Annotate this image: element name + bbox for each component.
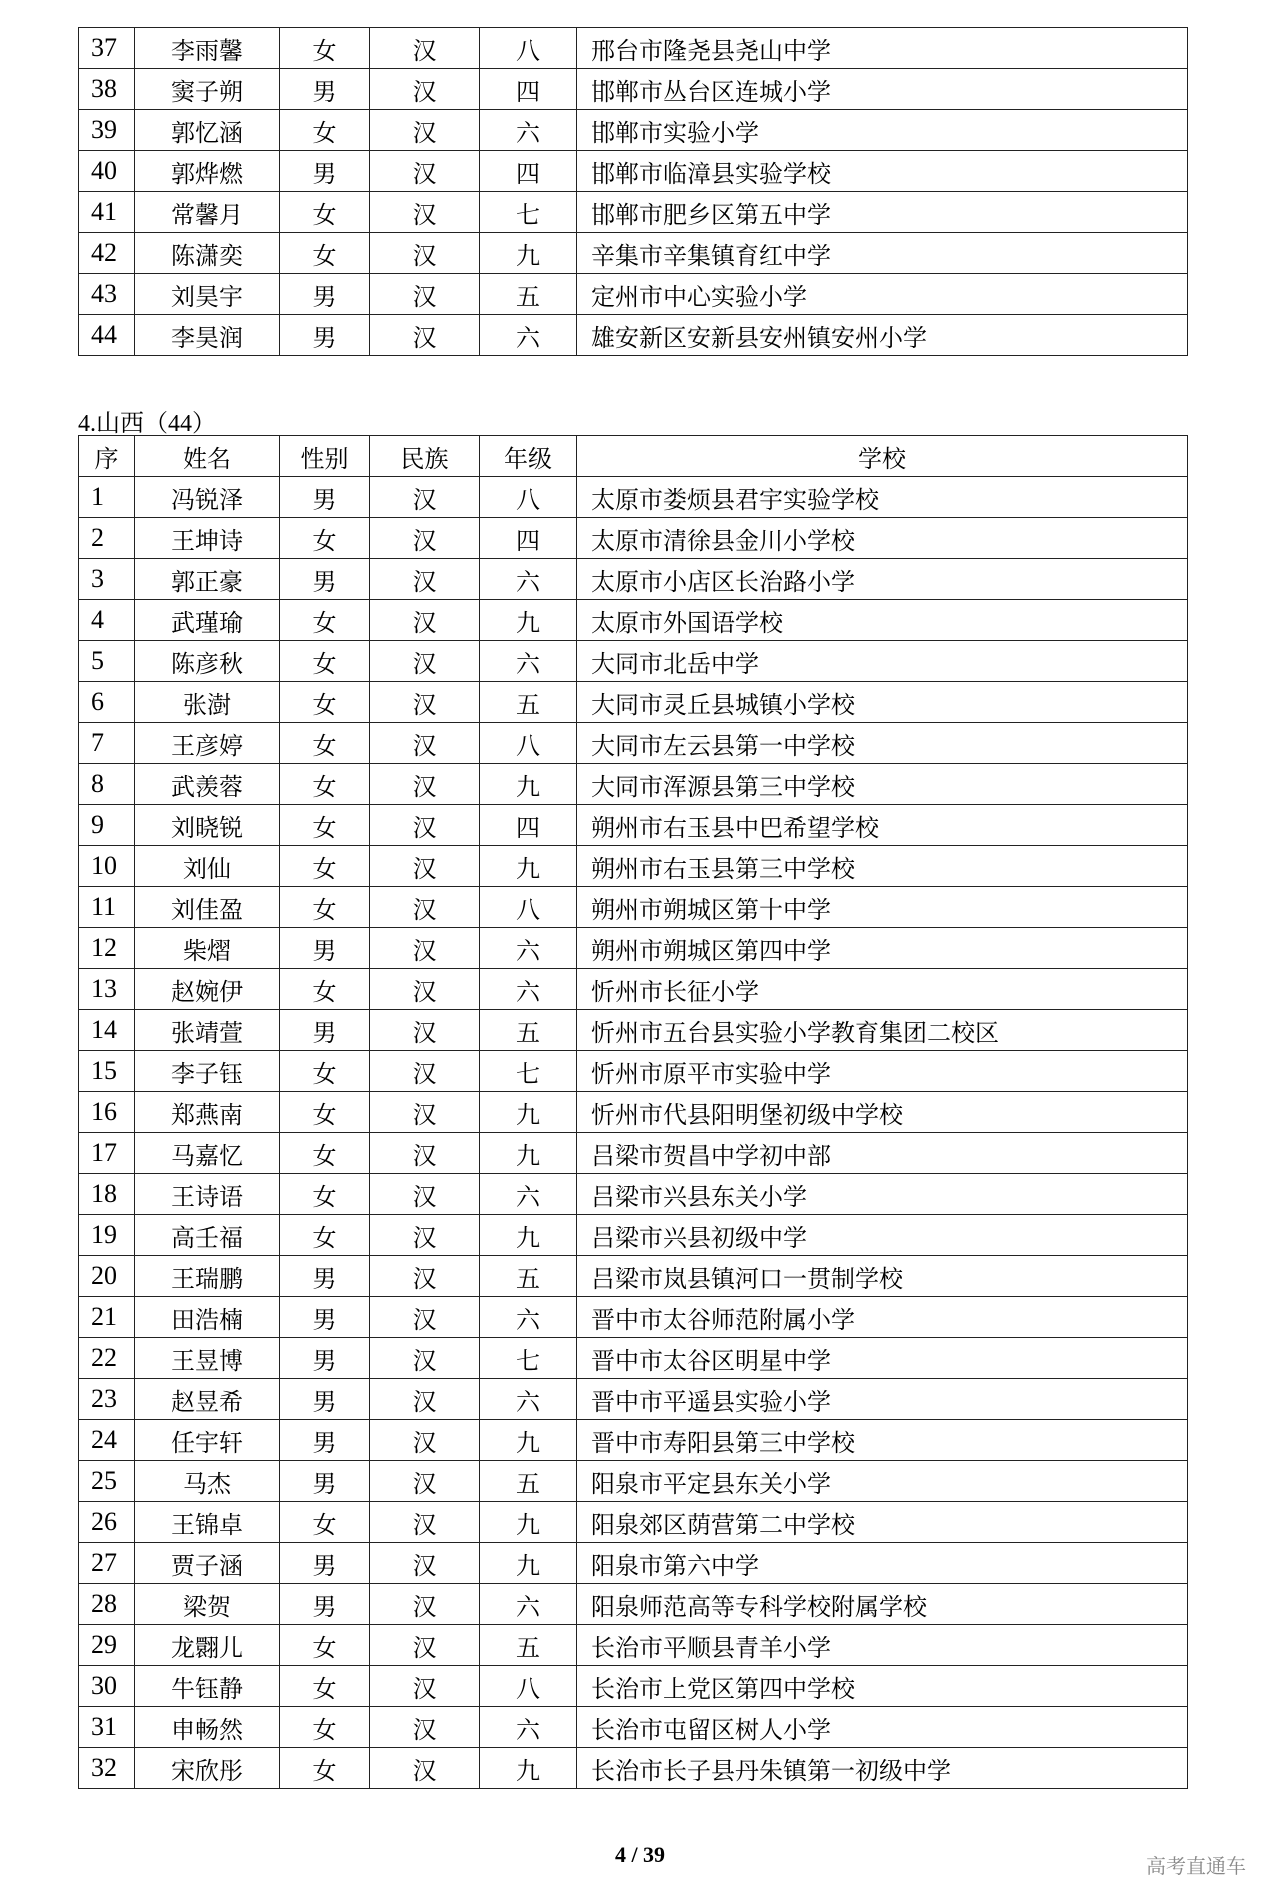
cell-grade: 六: [480, 969, 577, 1010]
cell-school: 长治市平顺县青羊小学: [577, 1625, 1188, 1666]
cell-grade: 六: [480, 559, 577, 600]
cell-ethnicity: 汉: [370, 928, 480, 969]
cell-index: 4: [79, 600, 135, 641]
header-ethnicity: 民族: [370, 436, 480, 477]
cell-ethnicity: 汉: [370, 764, 480, 805]
cell-name: 王昱博: [135, 1338, 280, 1379]
cell-ethnicity: 汉: [370, 1133, 480, 1174]
table-row: [79, 1174, 1188, 1215]
cell-school: 大同市左云县第一中学校: [577, 723, 1188, 764]
cell-grade: 六: [480, 1174, 577, 1215]
cell-index: 19: [79, 1215, 135, 1256]
cell-ethnicity: 汉: [370, 1461, 480, 1502]
table-row: [79, 274, 1188, 315]
cell-name: 赵婉伊: [135, 969, 280, 1010]
cell-grade: 六: [480, 1379, 577, 1420]
cell-name: 冯锐泽: [135, 477, 280, 518]
cell-index: 10: [79, 846, 135, 887]
cell-ethnicity: 汉: [370, 600, 480, 641]
cell-ethnicity: 汉: [370, 1010, 480, 1051]
cell-school: 吕梁市兴县东关小学: [577, 1174, 1188, 1215]
cell-gender: 男: [280, 1461, 370, 1502]
cell-gender: 男: [280, 928, 370, 969]
cell-ethnicity: 汉: [370, 69, 480, 110]
cell-gender: 男: [280, 151, 370, 192]
table-row: [79, 600, 1188, 641]
cell-name: 郑燕南: [135, 1092, 280, 1133]
header-school: 学校: [577, 436, 1188, 477]
cell-grade: 四: [480, 805, 577, 846]
cell-ethnicity: 汉: [370, 1174, 480, 1215]
cell-grade: 九: [480, 1748, 577, 1789]
cell-school: 晋中市太谷区明星中学: [577, 1338, 1188, 1379]
cell-ethnicity: 汉: [370, 1543, 480, 1584]
cell-gender: 女: [280, 1666, 370, 1707]
header-index: 序: [79, 436, 135, 477]
table-row: [79, 1215, 1188, 1256]
cell-index: 3: [79, 559, 135, 600]
cell-grade: 八: [480, 28, 577, 69]
table-row: [79, 69, 1188, 110]
table-row: [79, 315, 1188, 356]
cell-school: 太原市娄烦县君宇实验学校: [577, 477, 1188, 518]
cell-index: 43: [79, 274, 135, 315]
cell-name: 赵昱希: [135, 1379, 280, 1420]
cell-school: 吕梁市贺昌中学初中部: [577, 1133, 1188, 1174]
cell-index: 18: [79, 1174, 135, 1215]
table-row: [79, 1338, 1188, 1379]
cell-grade: 九: [480, 1543, 577, 1584]
cell-grade: 六: [480, 1297, 577, 1338]
cell-grade: 九: [480, 1133, 577, 1174]
cell-gender: 女: [280, 846, 370, 887]
cell-grade: 七: [480, 192, 577, 233]
cell-index: 8: [79, 764, 135, 805]
table-row: [79, 805, 1188, 846]
table-row: [79, 641, 1188, 682]
cell-gender: 女: [280, 28, 370, 69]
cell-grade: 九: [480, 764, 577, 805]
table-row: [79, 192, 1188, 233]
cell-gender: 女: [280, 1133, 370, 1174]
cell-grade: 九: [480, 1215, 577, 1256]
cell-grade: 五: [480, 1461, 577, 1502]
cell-gender: 男: [280, 1297, 370, 1338]
cell-index: 26: [79, 1502, 135, 1543]
cell-index: 1: [79, 477, 135, 518]
cell-ethnicity: 汉: [370, 641, 480, 682]
cell-name: 窦子朔: [135, 69, 280, 110]
table-row: [79, 1297, 1188, 1338]
cell-name: 郭忆涵: [135, 110, 280, 151]
student-table-continued: [78, 27, 1188, 356]
table-row: [79, 1092, 1188, 1133]
cell-gender: 女: [280, 1625, 370, 1666]
table-row: [79, 28, 1188, 69]
cell-name: 张澍: [135, 682, 280, 723]
cell-ethnicity: 汉: [370, 1297, 480, 1338]
cell-gender: 女: [280, 1502, 370, 1543]
cell-ethnicity: 汉: [370, 1502, 480, 1543]
cell-gender: 女: [280, 887, 370, 928]
cell-grade: 六: [480, 1707, 577, 1748]
cell-gender: 女: [280, 723, 370, 764]
cell-ethnicity: 汉: [370, 1666, 480, 1707]
cell-index: 9: [79, 805, 135, 846]
cell-index: 14: [79, 1010, 135, 1051]
cell-ethnicity: 汉: [370, 887, 480, 928]
cell-ethnicity: 汉: [370, 274, 480, 315]
cell-school: 朔州市右玉县中巴希望学校: [577, 805, 1188, 846]
table-row: [79, 1461, 1188, 1502]
cell-ethnicity: 汉: [370, 518, 480, 559]
cell-school: 忻州市五台县实验小学教育集团二校区: [577, 1010, 1188, 1051]
cell-index: 39: [79, 110, 135, 151]
cell-index: 30: [79, 1666, 135, 1707]
cell-index: 28: [79, 1584, 135, 1625]
cell-index: 20: [79, 1256, 135, 1297]
cell-index: 42: [79, 233, 135, 274]
cell-index: 40: [79, 151, 135, 192]
cell-name: 田浩楠: [135, 1297, 280, 1338]
cell-grade: 九: [480, 1420, 577, 1461]
cell-ethnicity: 汉: [370, 846, 480, 887]
cell-school: 晋中市寿阳县第三中学校: [577, 1420, 1188, 1461]
table-row: [79, 1010, 1188, 1051]
cell-name: 郭烨燃: [135, 151, 280, 192]
table-row: [79, 846, 1188, 887]
cell-name: 张靖萱: [135, 1010, 280, 1051]
cell-gender: 男: [280, 559, 370, 600]
cell-index: 37: [79, 28, 135, 69]
cell-gender: 男: [280, 477, 370, 518]
cell-index: 7: [79, 723, 135, 764]
cell-gender: 女: [280, 233, 370, 274]
cell-name: 申畅然: [135, 1707, 280, 1748]
cell-gender: 女: [280, 600, 370, 641]
cell-index: 29: [79, 1625, 135, 1666]
cell-gender: 男: [280, 1379, 370, 1420]
cell-ethnicity: 汉: [370, 233, 480, 274]
cell-ethnicity: 汉: [370, 1092, 480, 1133]
section-title: 4.山西（44）: [78, 411, 216, 437]
header-grade: 年级: [480, 436, 577, 477]
table-row: [79, 1379, 1188, 1420]
cell-ethnicity: 汉: [370, 682, 480, 723]
cell-grade: 九: [480, 1502, 577, 1543]
header-gender: 性别: [280, 436, 370, 477]
cell-grade: 八: [480, 887, 577, 928]
cell-school: 邯郸市肥乡区第五中学: [577, 192, 1188, 233]
cell-gender: 男: [280, 1338, 370, 1379]
cell-school: 忻州市代县阳明堡初级中学校: [577, 1092, 1188, 1133]
cell-gender: 男: [280, 1010, 370, 1051]
cell-ethnicity: 汉: [370, 805, 480, 846]
table-row: [79, 477, 1188, 518]
table-row: [79, 1420, 1188, 1461]
cell-school: 阳泉郊区荫营第二中学校: [577, 1502, 1188, 1543]
cell-grade: 七: [480, 1051, 577, 1092]
cell-index: 15: [79, 1051, 135, 1092]
cell-gender: 女: [280, 764, 370, 805]
cell-gender: 女: [280, 110, 370, 151]
table-row: [79, 1133, 1188, 1174]
cell-gender: 男: [280, 315, 370, 356]
cell-name: 梁贺: [135, 1584, 280, 1625]
cell-ethnicity: 汉: [370, 192, 480, 233]
cell-name: 刘晓锐: [135, 805, 280, 846]
cell-grade: 六: [480, 110, 577, 151]
cell-gender: 女: [280, 805, 370, 846]
cell-gender: 女: [280, 641, 370, 682]
table-row: [79, 518, 1188, 559]
cell-grade: 五: [480, 1256, 577, 1297]
table-row: [79, 1543, 1188, 1584]
cell-grade: 七: [480, 1338, 577, 1379]
table-header-row: [79, 436, 1188, 477]
cell-gender: 女: [280, 1092, 370, 1133]
cell-name: 任宇轩: [135, 1420, 280, 1461]
cell-grade: 五: [480, 1010, 577, 1051]
student-table-shanxi: [78, 435, 1188, 1789]
table-row: [79, 764, 1188, 805]
cell-grade: 八: [480, 1666, 577, 1707]
cell-name: 贾子涵: [135, 1543, 280, 1584]
table-row: [79, 682, 1188, 723]
cell-grade: 四: [480, 69, 577, 110]
cell-index: 16: [79, 1092, 135, 1133]
cell-ethnicity: 汉: [370, 1338, 480, 1379]
cell-ethnicity: 汉: [370, 559, 480, 600]
cell-gender: 男: [280, 1584, 370, 1625]
cell-grade: 八: [480, 723, 577, 764]
cell-gender: 女: [280, 192, 370, 233]
page-number: 4 / 39: [614, 1842, 666, 1867]
cell-name: 陈潇奕: [135, 233, 280, 274]
cell-index: 24: [79, 1420, 135, 1461]
cell-school: 大同市灵丘县城镇小学校: [577, 682, 1188, 723]
cell-ethnicity: 汉: [370, 477, 480, 518]
cell-ethnicity: 汉: [370, 1707, 480, 1748]
cell-name: 李昊润: [135, 315, 280, 356]
cell-index: 11: [79, 887, 135, 928]
cell-gender: 男: [280, 1420, 370, 1461]
cell-gender: 男: [280, 274, 370, 315]
cell-school: 邯郸市丛台区连城小学: [577, 69, 1188, 110]
cell-school: 晋中市太谷师范附属小学: [577, 1297, 1188, 1338]
cell-ethnicity: 汉: [370, 1256, 480, 1297]
cell-ethnicity: 汉: [370, 151, 480, 192]
cell-grade: 六: [480, 928, 577, 969]
cell-index: 25: [79, 1461, 135, 1502]
cell-gender: 男: [280, 1256, 370, 1297]
cell-ethnicity: 汉: [370, 1625, 480, 1666]
table-row: [79, 1666, 1188, 1707]
cell-index: 12: [79, 928, 135, 969]
cell-gender: 女: [280, 1707, 370, 1748]
cell-gender: 女: [280, 1215, 370, 1256]
cell-grade: 五: [480, 274, 577, 315]
cell-grade: 九: [480, 233, 577, 274]
cell-index: 23: [79, 1379, 135, 1420]
cell-name: 柴熠: [135, 928, 280, 969]
cell-index: 17: [79, 1133, 135, 1174]
cell-name: 李雨馨: [135, 28, 280, 69]
cell-name: 常馨月: [135, 192, 280, 233]
cell-index: 31: [79, 1707, 135, 1748]
table-row: [79, 969, 1188, 1010]
cell-school: 太原市外国语学校: [577, 600, 1188, 641]
cell-school: 长治市屯留区树人小学: [577, 1707, 1188, 1748]
cell-grade: 九: [480, 846, 577, 887]
cell-school: 邯郸市实验小学: [577, 110, 1188, 151]
table-row: [79, 1748, 1188, 1789]
cell-school: 定州市中心实验小学: [577, 274, 1188, 315]
cell-gender: 男: [280, 69, 370, 110]
cell-ethnicity: 汉: [370, 1748, 480, 1789]
cell-ethnicity: 汉: [370, 1584, 480, 1625]
cell-school: 吕梁市兴县初级中学: [577, 1215, 1188, 1256]
cell-school: 吕梁市岚县镇河口一贯制学校: [577, 1256, 1188, 1297]
cell-name: 马杰: [135, 1461, 280, 1502]
cell-name: 马嘉忆: [135, 1133, 280, 1174]
cell-index: 13: [79, 969, 135, 1010]
cell-grade: 六: [480, 1584, 577, 1625]
cell-school: 晋中市平遥县实验小学: [577, 1379, 1188, 1420]
cell-school: 阳泉市第六中学: [577, 1543, 1188, 1584]
cell-gender: 女: [280, 1051, 370, 1092]
cell-index: 27: [79, 1543, 135, 1584]
cell-ethnicity: 汉: [370, 315, 480, 356]
table-row: [79, 1256, 1188, 1297]
cell-index: 2: [79, 518, 135, 559]
cell-school: 邢台市隆尧县尧山中学: [577, 28, 1188, 69]
cell-school: 长治市上党区第四中学校: [577, 1666, 1188, 1707]
cell-name: 王坤诗: [135, 518, 280, 559]
cell-grade: 六: [480, 315, 577, 356]
cell-name: 高壬福: [135, 1215, 280, 1256]
table-row: [79, 110, 1188, 151]
cell-school: 长治市长子县丹朱镇第一初级中学: [577, 1748, 1188, 1789]
cell-name: 李子钰: [135, 1051, 280, 1092]
cell-grade: 六: [480, 641, 577, 682]
cell-school: 忻州市长征小学: [577, 969, 1188, 1010]
cell-name: 牛钰静: [135, 1666, 280, 1707]
cell-gender: 女: [280, 1748, 370, 1789]
cell-name: 龙翾儿: [135, 1625, 280, 1666]
watermark: 高考直通车: [1146, 1854, 1246, 1878]
table-row: [79, 1625, 1188, 1666]
cell-gender: 女: [280, 969, 370, 1010]
cell-ethnicity: 汉: [370, 969, 480, 1010]
cell-ethnicity: 汉: [370, 1215, 480, 1256]
cell-index: 21: [79, 1297, 135, 1338]
cell-index: 41: [79, 192, 135, 233]
cell-school: 阳泉师范高等专科学校附属学校: [577, 1584, 1188, 1625]
cell-grade: 五: [480, 1625, 577, 1666]
cell-index: 5: [79, 641, 135, 682]
table-row: [79, 723, 1188, 764]
table-row: [79, 1502, 1188, 1543]
cell-name: 王诗语: [135, 1174, 280, 1215]
cell-ethnicity: 汉: [370, 110, 480, 151]
cell-name: 王彦婷: [135, 723, 280, 764]
cell-name: 郭正豪: [135, 559, 280, 600]
cell-school: 太原市清徐县金川小学校: [577, 518, 1188, 559]
cell-name: 刘佳盈: [135, 887, 280, 928]
table-row: [79, 1051, 1188, 1092]
table-row: [79, 559, 1188, 600]
cell-school: 大同市北岳中学: [577, 641, 1188, 682]
cell-school: 朔州市朔城区第十中学: [577, 887, 1188, 928]
cell-school: 忻州市原平市实验中学: [577, 1051, 1188, 1092]
table-row: [79, 233, 1188, 274]
cell-school: 朔州市朔城区第四中学: [577, 928, 1188, 969]
cell-school: 太原市小店区长治路小学: [577, 559, 1188, 600]
cell-gender: 男: [280, 1543, 370, 1584]
table-row: [79, 928, 1188, 969]
cell-grade: 四: [480, 518, 577, 559]
table-row: [79, 1707, 1188, 1748]
table-row: [79, 151, 1188, 192]
cell-gender: 女: [280, 682, 370, 723]
cell-name: 武瑾瑜: [135, 600, 280, 641]
cell-grade: 九: [480, 600, 577, 641]
cell-name: 陈彦秋: [135, 641, 280, 682]
cell-index: 32: [79, 1748, 135, 1789]
cell-index: 22: [79, 1338, 135, 1379]
cell-grade: 五: [480, 682, 577, 723]
cell-name: 王瑞鹏: [135, 1256, 280, 1297]
cell-gender: 女: [280, 518, 370, 559]
cell-name: 宋欣彤: [135, 1748, 280, 1789]
cell-name: 刘昊宇: [135, 274, 280, 315]
cell-ethnicity: 汉: [370, 1379, 480, 1420]
cell-ethnicity: 汉: [370, 28, 480, 69]
cell-school: 朔州市右玉县第三中学校: [577, 846, 1188, 887]
table-row: [79, 1584, 1188, 1625]
cell-grade: 四: [480, 151, 577, 192]
cell-index: 6: [79, 682, 135, 723]
cell-school: 邯郸市临漳县实验学校: [577, 151, 1188, 192]
cell-ethnicity: 汉: [370, 723, 480, 764]
cell-ethnicity: 汉: [370, 1051, 480, 1092]
cell-index: 44: [79, 315, 135, 356]
cell-index: 38: [79, 69, 135, 110]
cell-grade: 八: [480, 477, 577, 518]
cell-ethnicity: 汉: [370, 1420, 480, 1461]
cell-name: 刘仙: [135, 846, 280, 887]
cell-school: 辛集市辛集镇育红中学: [577, 233, 1188, 274]
cell-school: 大同市浑源县第三中学校: [577, 764, 1188, 805]
table-row: [79, 887, 1188, 928]
cell-grade: 九: [480, 1092, 577, 1133]
cell-gender: 女: [280, 1174, 370, 1215]
cell-name: 武羡蓉: [135, 764, 280, 805]
cell-school: 雄安新区安新县安州镇安州小学: [577, 315, 1188, 356]
header-name: 姓名: [135, 436, 280, 477]
cell-school: 阳泉市平定县东关小学: [577, 1461, 1188, 1502]
cell-name: 王锦卓: [135, 1502, 280, 1543]
